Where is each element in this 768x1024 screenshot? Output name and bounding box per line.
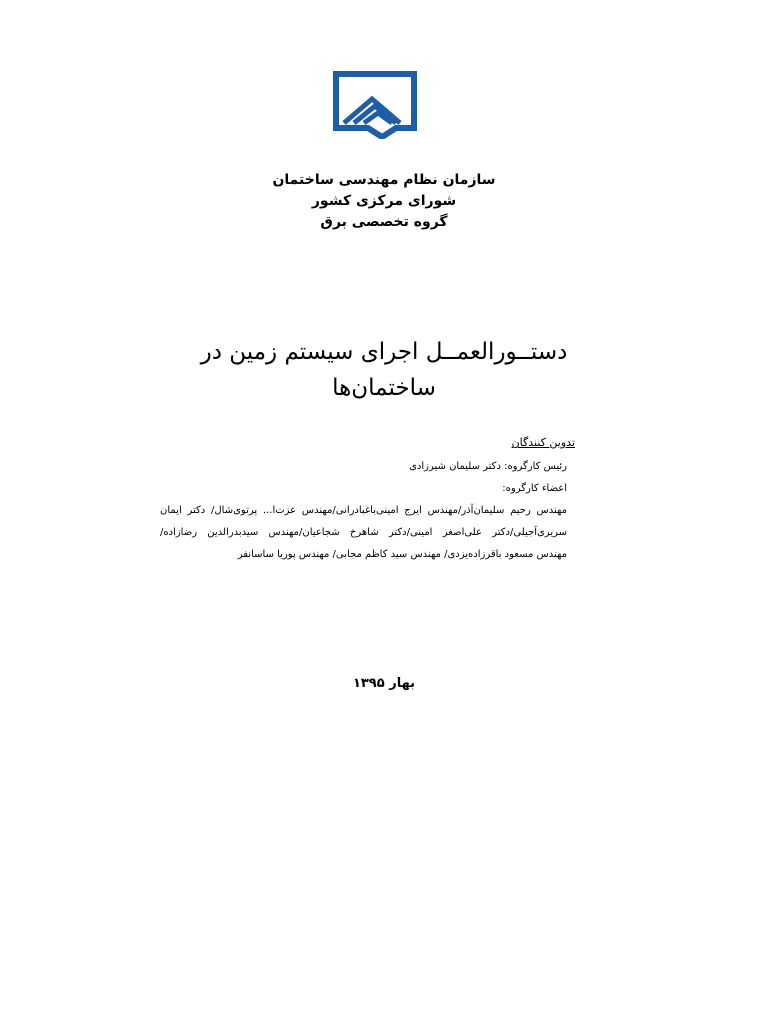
authors-heading: تدوین کنندگان	[511, 436, 575, 449]
working-group-chair: رئیس کارگروه: دکتر سلیمان شیرزادی	[409, 461, 567, 472]
organization-name: سازمان نظام مهندسی ساختمان	[272, 172, 496, 188]
title-line-2: ساختمان‌ها	[332, 375, 436, 401]
building-logo-icon	[333, 71, 417, 139]
document-title	[130, 334, 638, 406]
title-line-1: دستــورالعمــل اجرای سیستم زمین در	[200, 339, 568, 365]
members-line-1: مهندس رحیم سلیمان‌آذر/مهندس ایرج امینی‌باغبادرانی/مهندس عزت‌ا... پرتوی‌شال/ دکتر ایمان	[160, 505, 567, 516]
members-line-3: مهندس مسعود باقرزاده‌یزدی/ مهندس سید کاظم مجابی/ مهندس پوریا ساسانفر	[237, 549, 567, 560]
members-line-2: سریری‌آجیلی/دکتر علی‌اصغر امینی/دکتر شاهرخ شجاعیان/مهندس سیدبدرالدین رضازاده/	[160, 527, 567, 538]
council-name: شورای مرکزی کشور	[311, 193, 457, 209]
organization-logo	[333, 71, 417, 139]
members-label: اعضاء کارگروه:	[502, 483, 567, 494]
organization-header	[150, 170, 618, 233]
authors-section	[160, 434, 575, 567]
group-name: گروه تخصصی برق	[320, 214, 448, 230]
publication-date: بهار ۱۳۹۵	[352, 676, 416, 691]
